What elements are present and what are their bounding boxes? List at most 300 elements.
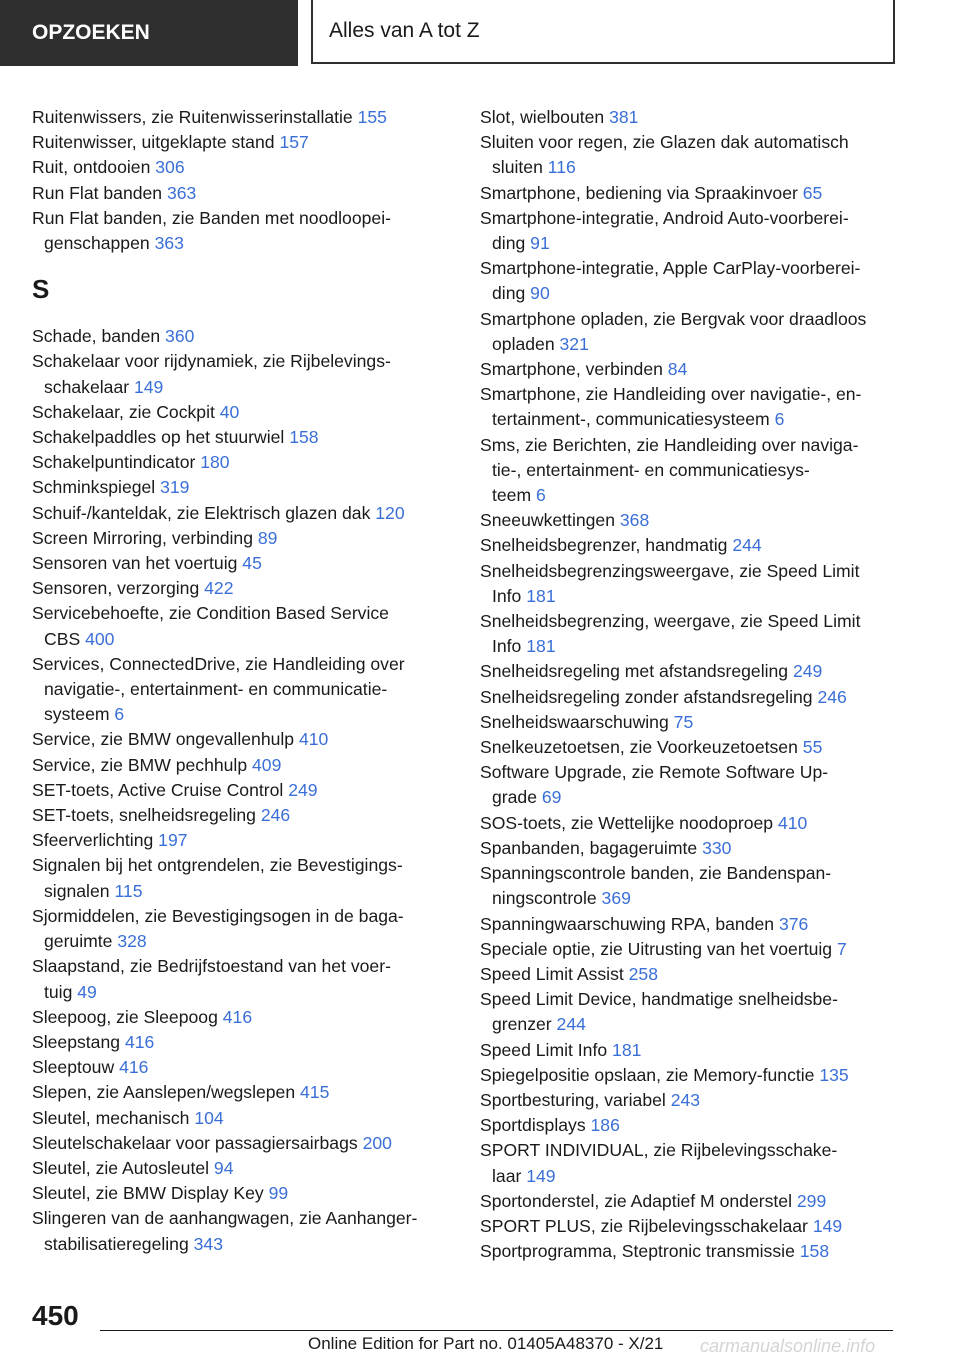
index-entry-text: Snelheidswaarschuwing — [480, 711, 669, 732]
index-entry-text: tie-, entertainment- en communicatiesys- — [492, 459, 810, 480]
section-tab — [0, 0, 298, 66]
index-entry-text: Snelheidsbegrenzing, weergave, zie Speed Limit — [480, 611, 861, 632]
index-entry-line — [32, 778, 452, 803]
index-entry-line — [32, 980, 452, 1005]
page-reference-link[interactable]: 306 — [155, 157, 185, 178]
index-entry-text: Speed Limit Info — [480, 1039, 608, 1060]
index-entry-text: Schakelpuntindicator — [32, 452, 196, 473]
index-entry-text: Info — [492, 636, 522, 657]
page-reference-link[interactable]: 149 — [133, 376, 164, 397]
index-entry-text: Snelkeuzetoetsen, zie Voorkeuzetoetsen — [480, 737, 798, 758]
index-entry-text: Speed Limit Assist — [480, 963, 624, 984]
index-entry-line — [480, 1239, 900, 1264]
index-entry-line — [480, 861, 900, 886]
index-entry-line — [480, 634, 900, 659]
index-entry-line — [480, 584, 900, 609]
page-reference-link[interactable]: 99 — [268, 1183, 289, 1204]
index-entry-line — [32, 400, 452, 425]
page-reference-link[interactable]: 369 — [601, 888, 631, 909]
index-entry-text: Sleepoog, zie Sleepoog — [32, 1006, 218, 1027]
index-entry-text: Ruitenwissers, zie Ruitenwisserinstallatie — [32, 107, 353, 127]
index-entry — [480, 962, 900, 987]
index-entry — [32, 130, 452, 155]
page-reference-link[interactable]: 49 — [77, 981, 97, 1002]
page-reference-link[interactable]: 6 — [536, 485, 546, 506]
page-reference-link[interactable]: 181 — [526, 636, 556, 657]
page-header — [0, 0, 960, 66]
index-entry — [480, 1038, 900, 1063]
page-reference-link[interactable]: 422 — [204, 578, 234, 599]
index-entry-line — [32, 551, 452, 576]
index-entry — [32, 1106, 452, 1131]
page-reference-link[interactable]: 328 — [117, 931, 147, 952]
index-entry-line — [32, 803, 452, 828]
page-reference-link[interactable]: 104 — [194, 1107, 224, 1128]
index-entry-line — [32, 1232, 452, 1257]
index-entry-line — [480, 760, 900, 785]
page-reference-link[interactable]: 415 — [300, 1082, 330, 1103]
index-entry-line — [480, 811, 900, 836]
index-entry-text: Spanbanden, bagageruimte — [480, 837, 698, 858]
index-entry-text: navigatie-, entertainment- en communicatie- — [44, 679, 388, 700]
page-reference-link[interactable]: 55 — [802, 737, 823, 758]
chapter-title: Alles van A tot Z — [329, 19, 480, 42]
index-entry-line — [480, 433, 900, 458]
index-entry-text: grade — [492, 787, 537, 808]
index-entry-line — [32, 475, 452, 500]
index-entry-line — [32, 425, 452, 450]
index-entry-line — [32, 904, 452, 929]
index-entry-line — [32, 853, 452, 878]
page-reference-link[interactable]: 299 — [796, 1190, 827, 1211]
index-entry-text: Smartphone-integratie, Apple CarPlay-voorberei- — [480, 258, 861, 279]
page-reference-link[interactable]: 149 — [526, 1165, 556, 1186]
index-entry-text: stabilisatieregeling — [44, 1233, 189, 1254]
page-reference-link[interactable]: 360 — [165, 326, 195, 347]
footer-edition: Online Edition for Part no. 01405A48370 - X/21 — [308, 1334, 664, 1353]
page-reference-link[interactable]: 116 — [547, 157, 576, 178]
index-entry-line — [32, 677, 452, 702]
page-reference-link[interactable]: 45 — [242, 553, 262, 574]
index-entry-text: grenzer — [492, 1014, 552, 1035]
page-reference-link[interactable]: 7 — [836, 938, 847, 959]
page-reference-link[interactable]: 363 — [154, 233, 184, 254]
page-reference-link[interactable]: 244 — [556, 1014, 586, 1035]
index-entry-text: Schade, banden — [32, 326, 161, 347]
page-reference-link[interactable]: 243 — [670, 1089, 701, 1110]
index-entry-line — [480, 836, 900, 861]
index-entry-text: Sportprogramma, Steptronic transmissie — [480, 1241, 795, 1262]
page-reference-link[interactable]: 409 — [252, 754, 282, 775]
page-reference-link[interactable]: 246 — [817, 686, 847, 707]
page-reference-link[interactable]: 69 — [541, 787, 562, 808]
index-entry-text: Slepen, zie Aanslepen/wegslepen — [32, 1082, 296, 1103]
index-entry-line — [32, 1030, 452, 1055]
index-entry-text: SET-toets, Active Cruise Control — [32, 779, 284, 800]
index-entry-line — [480, 458, 900, 483]
index-entry-line — [480, 912, 900, 937]
index-entry-line — [480, 357, 900, 382]
index-entry — [480, 912, 900, 937]
page-reference-link[interactable]: 94 — [213, 1157, 234, 1178]
index-entry-line — [480, 256, 900, 281]
index-entry-text: teem — [492, 485, 532, 506]
index-entry-text: Screen Mirroring, verbinding — [32, 527, 253, 548]
index-entry-line — [32, 576, 452, 601]
index-entry-text: CBS — [44, 628, 81, 649]
index-entry — [32, 803, 452, 828]
page-reference-link[interactable]: 181 — [526, 585, 556, 606]
index-entry-line — [480, 307, 900, 332]
index-entry-text: laar — [492, 1165, 522, 1186]
index-entry — [480, 533, 900, 558]
index-entry-text: Signalen bij het ontgrendelen, zie Bevestigings- — [32, 855, 403, 876]
page-reference-link[interactable]: 155 — [357, 107, 387, 127]
index-entry — [32, 1030, 452, 1055]
index-entry-line — [480, 508, 900, 533]
index-entry-text: Slot, wielbouten — [480, 107, 605, 127]
index-entry-line — [32, 753, 452, 778]
index-entry-text: Sensoren, verzorging — [32, 578, 200, 599]
index-entry-line — [480, 785, 900, 810]
index-entry-text: Schminkspiegel — [32, 477, 156, 498]
index-entry-text: Smartphone, bediening via Spraakinvoer — [480, 182, 798, 203]
index-entry-text: SPORT INDIVIDUAL, zie Rijbelevingsschake- — [480, 1140, 838, 1161]
index-entry-line — [32, 727, 452, 752]
index-entry-line — [32, 828, 452, 853]
page-reference-link[interactable]: 6 — [774, 409, 785, 430]
index-entry-text: opladen — [492, 333, 555, 354]
page-reference-link[interactable]: 410 — [298, 729, 329, 750]
page-reference-link[interactable]: 321 — [559, 333, 589, 354]
page-reference-link[interactable]: 416 — [119, 1057, 149, 1078]
index-entry — [32, 1206, 452, 1256]
page-reference-link[interactable]: 6 — [114, 704, 125, 725]
index-entry-text: Sluiten voor regen, zie Glazen dak automatisch — [480, 132, 849, 153]
page-reference-link[interactable]: 376 — [778, 913, 809, 934]
index-entry-line — [32, 155, 452, 180]
index-entry-line — [480, 407, 900, 432]
page-reference-link[interactable]: 90 — [530, 283, 550, 304]
index-entry — [480, 760, 900, 810]
index-entry-text: ding — [492, 283, 526, 304]
index-entry-line — [32, 1181, 452, 1206]
index-entry-text: Sleepstang — [32, 1031, 121, 1052]
index-entry-text: Smartphone, verbinden — [480, 359, 663, 380]
index-entry-line — [480, 130, 900, 155]
index-entry — [32, 551, 452, 576]
index-entry-text: Smartphone opladen, zie Bergvak voor draadloos — [480, 308, 867, 329]
page-reference-link[interactable]: 180 — [200, 452, 230, 473]
index-entry — [480, 836, 900, 861]
index-entry-line — [480, 559, 900, 584]
index-entry-text: Sportonderstel, zie Adaptief M onderstel — [480, 1190, 792, 1211]
index-entry-line — [480, 155, 900, 180]
index-entry-text: sluiten — [492, 157, 543, 178]
index-entry-line — [32, 105, 452, 130]
index-entry — [480, 1138, 900, 1188]
index-entry-text: Sfeerverlichting — [32, 830, 154, 851]
index-entry-line — [480, 206, 900, 231]
index-entry — [32, 601, 452, 651]
index-entry — [32, 1080, 452, 1105]
index-entry-line — [480, 1038, 900, 1063]
index-entry — [32, 155, 452, 180]
section-label: OPZOEKEN — [32, 21, 150, 44]
index-entry-text: tuig — [44, 981, 73, 1002]
page-reference-link[interactable]: 75 — [673, 711, 694, 732]
index-entry-text: Sleutel, zie BMW Display Key — [32, 1183, 264, 1204]
index-entry-line — [32, 1156, 452, 1181]
index-entry — [480, 559, 900, 609]
index-entry — [480, 1063, 900, 1088]
section-letter: S — [32, 274, 50, 305]
index-entry-line — [480, 332, 900, 357]
index-entry-line — [32, 130, 452, 155]
page-reference-link[interactable]: 258 — [628, 963, 658, 984]
page-reference-link[interactable]: 249 — [792, 661, 823, 682]
index-entry-line — [32, 1055, 452, 1080]
index-entry — [32, 450, 452, 475]
index-entry-line — [480, 1063, 900, 1088]
index-entry-line — [32, 929, 452, 954]
index-entry-line — [32, 526, 452, 551]
page-reference-link[interactable]: 410 — [777, 812, 808, 833]
index-entry-text: Smartphone, zie Handleiding over navigatie-, en- — [480, 384, 862, 405]
page-reference-link[interactable]: 330 — [702, 837, 732, 858]
index-entry-line — [32, 501, 452, 526]
page-reference-link[interactable]: 200 — [362, 1132, 392, 1153]
index-column-right — [480, 105, 900, 1264]
index-entry-text: SPORT PLUS, zie Rijbelevingsschakelaar — [480, 1215, 808, 1236]
index-entry — [480, 181, 900, 206]
index-entry-line — [32, 954, 452, 979]
index-entry-line — [480, 483, 900, 508]
index-entry — [32, 778, 452, 803]
index-entry-text: Slaapstand, zie Bedrijfstoestand van het voer- — [32, 956, 391, 977]
index-entry-text: Snelheidsregeling zonder afstandsregeling — [480, 686, 813, 707]
index-entry-text: Service, zie BMW pechhulp — [32, 754, 248, 775]
page-reference-link[interactable]: 343 — [193, 1233, 223, 1254]
index-entry-text: Sleutel, zie Autosleutel — [32, 1157, 210, 1178]
index-entry — [480, 307, 900, 357]
index-entry — [32, 576, 452, 601]
index-entry-line — [480, 937, 900, 962]
index-entry-text: Spanningscontrole banden, zie Bandenspan- — [480, 863, 832, 884]
index-entry-line — [32, 627, 452, 652]
index-entry-line — [480, 609, 900, 634]
index-entry-text: geruimte — [44, 931, 113, 952]
index-entry-line — [480, 685, 900, 710]
index-entry-line — [32, 1131, 452, 1156]
page-reference-link[interactable]: 65 — [802, 182, 823, 203]
index-entry-text: Sleutelschakelaar voor passagiersairbags — [32, 1132, 358, 1153]
index-entry-line — [32, 1080, 452, 1105]
index-entry-text: schakelaar — [44, 376, 130, 397]
page-reference-link[interactable]: 120 — [375, 502, 405, 523]
index-entry-text: Service, zie BMW ongevallenhulp — [32, 729, 295, 750]
index-entry-line — [480, 1012, 900, 1037]
index-entry-line — [32, 879, 452, 904]
index-entry-line — [32, 206, 452, 231]
index-entry — [32, 206, 452, 256]
index-entry-line — [480, 281, 900, 306]
index-entry-line — [32, 1106, 452, 1131]
index-entry — [32, 904, 452, 954]
index-entry — [32, 181, 452, 206]
index-entry — [480, 937, 900, 962]
index-entry-text: Slingeren van de aanhangwagen, zie Aanhanger- — [32, 1208, 418, 1229]
index-entry — [32, 501, 452, 526]
index-column-left — [32, 105, 452, 1257]
index-entry-line — [480, 962, 900, 987]
index-entry — [480, 206, 900, 256]
index-entry-line — [32, 601, 452, 626]
index-entry-text: Sjormiddelen, zie Bevestigingsogen in de baga- — [32, 905, 404, 926]
page-reference-link[interactable]: 40 — [219, 401, 240, 422]
page-reference-link[interactable]: 181 — [612, 1039, 642, 1060]
index-entry — [480, 811, 900, 836]
index-entry-text: Schakelaar, zie Cockpit — [32, 401, 215, 422]
index-entry-text: Snelheidsbegrenzer, handmatig — [480, 535, 728, 556]
index-entry — [480, 685, 900, 710]
page-reference-link[interactable]: 416 — [222, 1006, 253, 1027]
page-reference-link[interactable]: 197 — [158, 830, 188, 851]
index-entry-line — [32, 181, 452, 206]
page-reference-link[interactable]: 135 — [819, 1064, 849, 1085]
page-reference-link[interactable]: 400 — [85, 628, 115, 649]
index-entry — [32, 349, 452, 399]
index-entry-text: Smartphone-integratie, Android Auto-voorberei- — [480, 207, 849, 228]
index-entry — [32, 105, 452, 130]
page-reference-link[interactable]: 91 — [530, 233, 550, 254]
index-entry-text: Snelheidsregeling met afstandsregeling — [480, 661, 789, 682]
index-entry-line — [32, 1005, 452, 1030]
index-entry-line — [480, 1088, 900, 1113]
index-entry — [32, 954, 452, 1004]
index-entry — [32, 853, 452, 903]
index-entry-text: Sportbesturing, variabel — [480, 1089, 666, 1110]
page-reference-link[interactable]: 158 — [289, 427, 319, 448]
index-entry-text: Run Flat banden — [32, 182, 163, 203]
page-reference-link[interactable]: 363 — [166, 182, 197, 203]
page-reference-link[interactable]: 249 — [288, 779, 318, 800]
index-entry — [32, 324, 452, 349]
index-entry-text: Spanningwaarschuwing RPA, banden — [480, 913, 775, 934]
index-entry — [32, 753, 452, 778]
index-entry — [480, 1113, 900, 1138]
page-reference-link[interactable]: 115 — [114, 880, 143, 901]
index-entry-text: Software Upgrade, zie Remote Software Up- — [480, 762, 829, 783]
page-reference-link[interactable]: 89 — [257, 527, 278, 548]
index-entry-line — [480, 181, 900, 206]
page-reference-link[interactable]: 84 — [667, 359, 688, 380]
index-entry-text: Ruit, ontdooien — [32, 157, 151, 178]
index-entry — [32, 1181, 452, 1206]
index-entry-line — [32, 702, 452, 727]
index-entry — [32, 727, 452, 752]
index-entry — [32, 425, 452, 450]
page-reference-link[interactable]: 158 — [799, 1241, 830, 1262]
index-entry-line — [480, 382, 900, 407]
index-entry-text: Schakelaar voor rijdynamiek, zie Rijbelevings- — [32, 351, 391, 372]
index-entry-line — [480, 1214, 900, 1239]
index-entry-line — [480, 735, 900, 760]
index-entry-line — [32, 231, 452, 256]
index-entry — [480, 659, 900, 684]
page-reference-link[interactable]: 319 — [160, 477, 190, 498]
page-reference-link[interactable]: 246 — [260, 805, 291, 826]
page-reference-link[interactable]: 368 — [619, 510, 650, 531]
index-entry-text: Ruitenwisser, uitgeklapte stand — [32, 132, 275, 153]
index-entry — [480, 433, 900, 509]
page-reference-link[interactable]: 244 — [732, 535, 762, 556]
index-entry — [32, 1055, 452, 1080]
index-entry — [480, 710, 900, 735]
index-entry-text: Speed Limit Device, handmatige snelheidsbe- — [480, 989, 838, 1010]
index-entry-text: Sms, zie Berichten, zie Handleiding over naviga- — [480, 434, 859, 455]
page-reference-link[interactable]: 149 — [812, 1215, 843, 1236]
page-reference-link[interactable]: 186 — [590, 1115, 620, 1136]
index-entry — [32, 828, 452, 853]
index-entry — [480, 609, 900, 659]
index-entry-text: systeem — [44, 704, 110, 725]
index-entry-text: Speciale optie, zie Uitrusting van het voertuig — [480, 938, 833, 959]
index-entry-text: Services, ConnectedDrive, zie Handleiding over — [32, 653, 405, 674]
index-entry — [480, 382, 900, 432]
index-entry — [480, 1214, 900, 1239]
index-entry-line — [480, 987, 900, 1012]
page-reference-link[interactable]: 416 — [124, 1031, 155, 1052]
index-entry-line — [480, 231, 900, 256]
index-entry-text: Schuif-/kanteldak, zie Elektrisch glazen dak — [32, 502, 371, 523]
index-entry — [32, 652, 452, 728]
page-number: 450 — [32, 1300, 79, 1331]
index-entry-text: Servicebehoefte, zie Condition Based Service — [32, 603, 389, 624]
index-entry-line — [480, 1164, 900, 1189]
index-entry — [480, 1189, 900, 1214]
index-entry — [32, 1131, 452, 1156]
page-reference-link[interactable]: 157 — [279, 132, 309, 153]
index-entry — [480, 735, 900, 760]
index-entry-line — [32, 652, 452, 677]
index-entry-text: Snelheidsbegrenzingsweergave, zie Speed Limit — [480, 560, 860, 581]
index-entry-line — [480, 1138, 900, 1163]
page-reference-link[interactable]: 381 — [609, 107, 639, 127]
watermark: carmanualsonline.info — [700, 1336, 876, 1356]
index-entry-text: Sleutel, mechanisch — [32, 1107, 190, 1128]
index-entry-line — [480, 1113, 900, 1138]
index-entry-line — [480, 1189, 900, 1214]
index-entry-text: Sneeuwkettingen — [480, 510, 615, 531]
footer-divider — [100, 1330, 893, 1331]
index-entry — [32, 475, 452, 500]
index-entry — [480, 1239, 900, 1264]
index-entry-text: Info — [492, 585, 522, 606]
index-entry-line — [480, 533, 900, 558]
index-entry-line — [480, 105, 900, 130]
index-entry — [480, 508, 900, 533]
index-entry-line — [480, 886, 900, 911]
index-entry — [480, 256, 900, 306]
chapter-title-box — [311, 0, 895, 64]
index-entry — [32, 526, 452, 551]
index-entry — [480, 861, 900, 911]
index-entry — [480, 357, 900, 382]
index-entry-text: Schakelpaddles op het stuurwiel — [32, 427, 285, 448]
index-entry-line — [32, 1206, 452, 1231]
index-entry-text: tertainment-, communicatiesysteem — [492, 409, 770, 430]
